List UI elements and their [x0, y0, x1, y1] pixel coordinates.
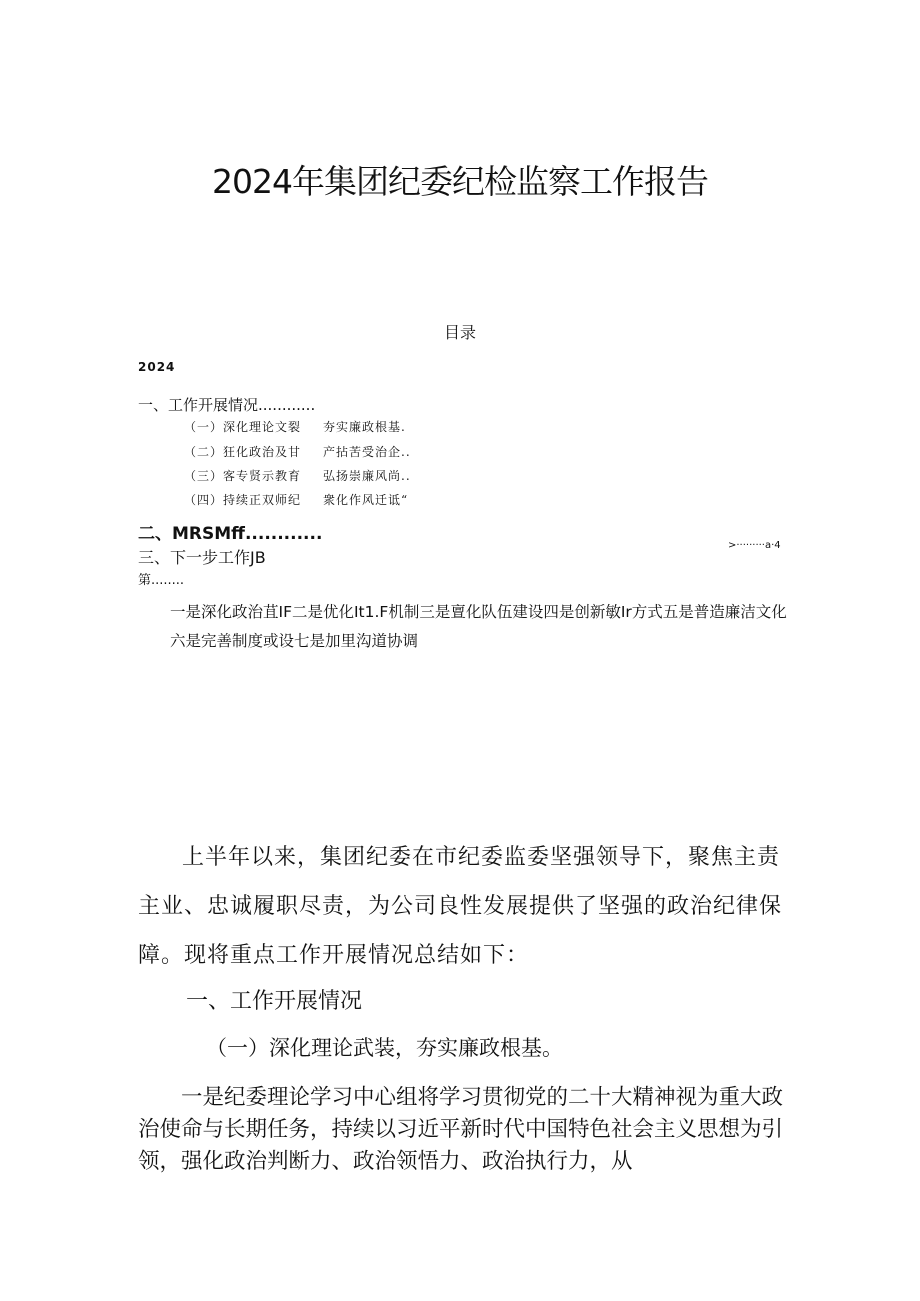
- toc-section-3: 三、下一步工作JB: [138, 548, 266, 567]
- toc-subsection-1: [184, 418, 406, 435]
- toc-subsection-4-title: （四）持续正双师纪: [184, 493, 302, 507]
- document-title: 2024年集团纪委纪检监察工作报告: [212, 162, 708, 201]
- toc-dots: 第........: [138, 573, 185, 588]
- toc-subsection-3-title: （三）客专贤示教育: [184, 469, 302, 483]
- section-heading-1: 一、工作开展情况: [186, 989, 363, 1014]
- toc-section-1: 一、工作开展情况............: [138, 396, 316, 414]
- toc-subsection-2: [184, 443, 411, 460]
- toc-year: 2024: [138, 360, 176, 374]
- subsection-heading-1: （一）深化理论武装，夯实廉政根基。: [206, 1036, 563, 1060]
- toc-heading: 目录: [443, 323, 476, 342]
- toc-subsection-3-rest: 弘扬崇廉风尚..: [323, 469, 411, 483]
- toc-subsection-4-rest: 衆化作风迁诋“: [323, 493, 409, 507]
- toc-subsection-4: [184, 491, 408, 508]
- toc-subsection-1-title: （一）深化理论文裂: [184, 420, 302, 434]
- toc-page-ref: >·········a·4: [728, 540, 781, 551]
- body-paragraph-1: 一是纪委理论学习中心组将学习贯彻党的二十大精神视为重大政治使命与长期任务，持续以习近平新时代中国特色社会主义思想为引领，强化政治判断力、政治领悟力、政治执行力，从: [138, 1085, 784, 1174]
- intro-paragraph: 上半年以来，集团纪委在市纪委监委坚强领导下，聚焦主责主业、忠诚履职尽责，为公司良性发展提供了坚强的政治纪律保障。现将重点工作开展情况总结如下：: [138, 845, 783, 968]
- toc-summary: 一是深化政治苴IF二是优化It1.F机制三是亶化队伍建设四是创新敏Ir方式五是普造廉洁文化六是完善制度或设七是加里沟道协调: [170, 603, 787, 650]
- toc-subsection-3: [184, 467, 411, 484]
- toc-section-2: 二、MRSMff............: [138, 524, 323, 544]
- toc-subsection-1-rest: 夯实廉政根基.: [323, 420, 406, 434]
- toc-subsection-2-rest: 产拈苦受治企..: [323, 445, 411, 459]
- toc-subsection-2-title: （二）狂化政治及甘: [184, 445, 302, 459]
